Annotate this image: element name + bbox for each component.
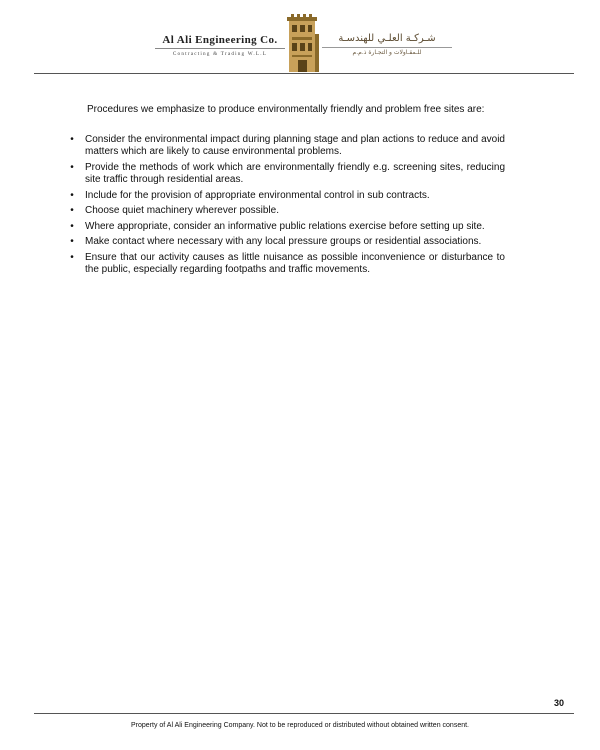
bullet-icon: • <box>70 251 74 263</box>
intro-paragraph: Procedures we emphasize to produce environmentally friendly and problem free sites are: <box>87 104 485 115</box>
list-item-text: Where appropriate, consider an informative public relations exercise before setting up site. <box>85 220 485 232</box>
header-divider <box>34 73 574 74</box>
list-item-text: Make contact where necessary with any local pressure groups or residential associations. <box>85 236 482 247</box>
list-item <box>70 189 505 203</box>
company-name-en: Al Ali Engineering Co. <box>162 34 278 46</box>
bullet-icon: • <box>70 161 74 173</box>
copyright-notice: Property of Al Ali Engineering Company. Not to be reproduced or distributed without obtained written consent. <box>130 722 469 729</box>
company-name-english <box>155 34 285 57</box>
company-name-arabic <box>322 33 452 57</box>
list-item <box>70 220 505 234</box>
list-item <box>70 205 505 218</box>
list-item <box>70 251 505 277</box>
page-header <box>0 0 600 75</box>
bullet-icon: • <box>70 220 74 232</box>
list-item <box>70 236 505 249</box>
company-name-ar: شـركـة العلـي للهندسـة <box>338 33 436 44</box>
list-item-text: Include for the provision of appropriate environmental control in sub contracts. <box>85 189 430 201</box>
list-item <box>70 133 505 159</box>
bullet-icon: • <box>70 205 74 216</box>
procedure-list <box>70 133 505 277</box>
bullet-icon: • <box>70 236 74 247</box>
list-item-text: Choose quiet machinery wherever possible. <box>85 205 279 216</box>
page-number: 30 <box>553 698 564 708</box>
footer-divider <box>34 713 574 714</box>
bullet-icon: • <box>70 189 74 201</box>
company-subtitle-en: Contracting & Trading W.L.L <box>155 48 285 57</box>
list-item-text: Consider the environmental impact during planning stage and plan actions to reduce and avoid matters which are likely to cause environmental problems. <box>85 133 505 157</box>
tower-logo-icon <box>286 14 320 74</box>
list-item-text: Ensure that our activity causes as little nuisance as possible inconvenience or disturbance to the public, especially regarding footpaths and traffic movements. <box>85 251 505 275</box>
list-item <box>70 161 505 187</box>
company-subtitle-ar: للـمقـاولات و التجـارة ذ.م.م <box>322 47 452 57</box>
document-body <box>70 104 505 280</box>
list-item-text: Provide the methods of work which are environmentally friendly e.g. screening sites, reducing site traffic through residential areas. <box>85 161 505 185</box>
bullet-icon: • <box>70 133 74 145</box>
